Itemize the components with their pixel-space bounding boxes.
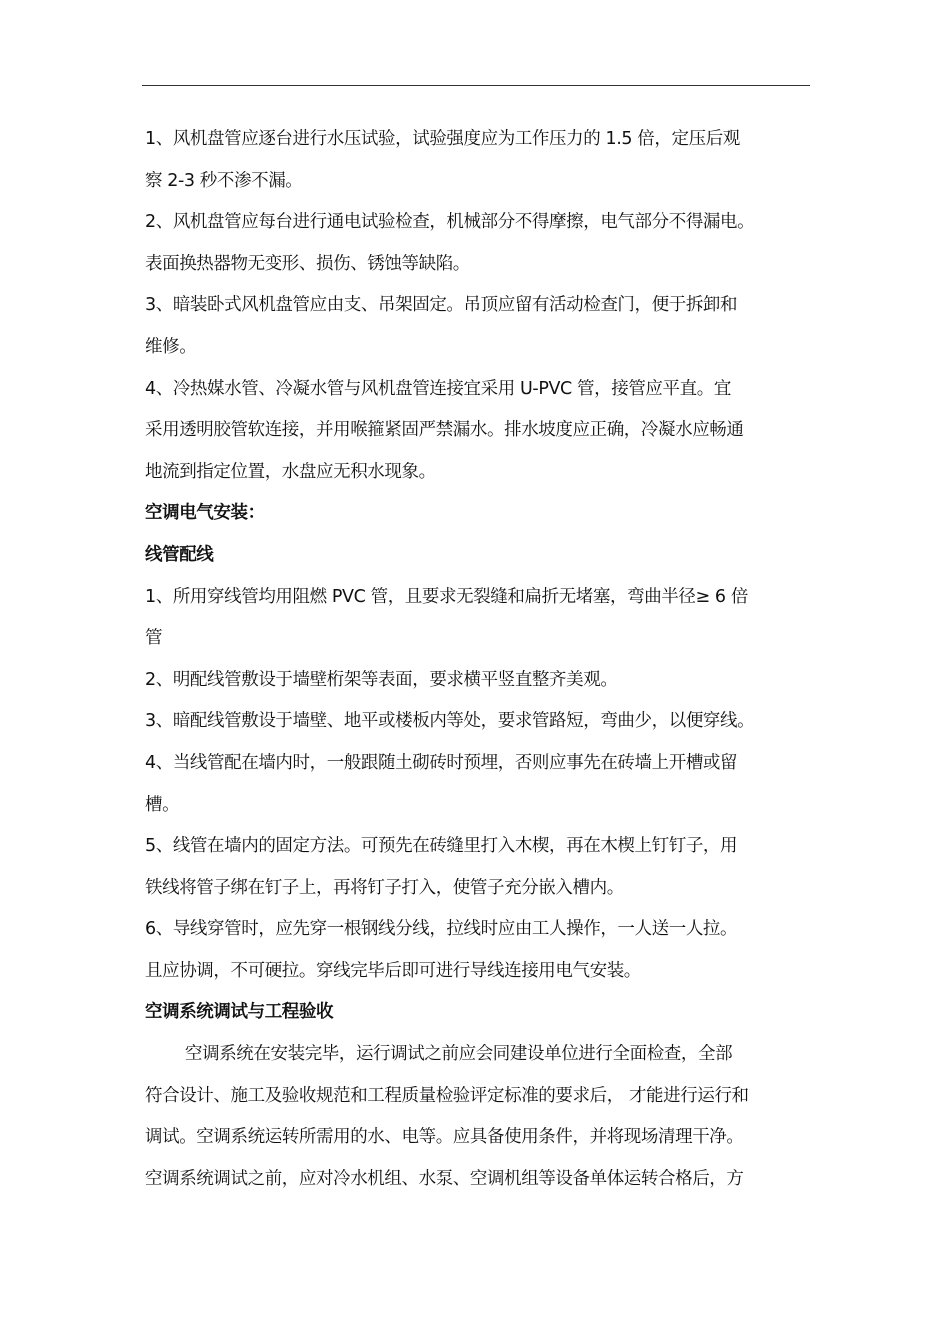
- text-line: 铁线将管子绑在钉子上，再将钉子打入，使管子充分嵌入槽内。: [145, 877, 624, 898]
- text-line: 空调系统调试之前，应对冷水机组、水泵、空调机组等设备单体运转合格后，方: [145, 1168, 744, 1189]
- text-line: 2、风机盘管应每台进行通电试验检查，机械部分不得摩擦，电气部分不得漏电。: [145, 212, 755, 233]
- text-line: 地流到指定位置，水盘应无积水现象。: [145, 461, 436, 482]
- header-divider: [142, 85, 810, 86]
- text-line: 空调系统在安装完毕，运行调试之前应会同建设单位进行全面检查，全部: [185, 1044, 733, 1065]
- text-line: 符合设计、施工及验收规范和工程质量检验评定标准的要求后， 才能进行运行和: [145, 1085, 749, 1106]
- text-line: 3、暗配线管敷设于墙壁、地平或楼板内等处，要求管路短，弯曲少，以便穿线。: [145, 711, 755, 732]
- text-line: 1、所用穿线管均用阻燃 PVC 管，且要求无裂缝和扁折无堵塞，弯曲半径≥ 6 倍: [145, 586, 748, 607]
- text-line: 4、当线管配在墙内时，一般跟随土砌砖时预埋，否则应事先在砖墙上开槽或留: [145, 752, 738, 773]
- text-line: 3、暗装卧式风机盘管应由支、吊架固定。吊顶应留有活动检查门，便于拆卸和: [145, 295, 738, 316]
- section-heading: 空调系统调试与工程验收: [145, 1002, 334, 1023]
- text-line: 2、明配线管敷设于墙壁桁架等表面，要求横平竖直整齐美观。: [145, 669, 618, 690]
- text-line: 采用透明胶管软连接，并用喉箍紧固严禁漏水。排水坡度应正确，冷凝水应畅通: [145, 420, 744, 441]
- text-line: 且应协调，不可硬拉。穿线完毕后即可进行导线连接用电气安装。: [145, 960, 641, 981]
- text-line: 管: [145, 628, 163, 649]
- text-line: 察 2-3 秒不渗不漏。: [145, 170, 303, 191]
- text-line: 1、风机盘管应逐台进行水压试验，试验强度应为工作压力的 1.5 倍，定压后观: [145, 129, 740, 149]
- text-line: 4、冷热媒水管、冷凝水管与风机盘管连接宜采用 U-PVC 管，接管应平直。宜: [145, 378, 731, 399]
- text-line: 槽。: [145, 794, 180, 815]
- text-line: 调试。空调系统运转所需用的水、电等。应具备使用条件，并将现场清理干净。: [145, 1127, 744, 1148]
- text-line: 表面换热器物无变形、损伤、锈蚀等缺陷。: [145, 253, 470, 274]
- section-heading: 线管配线: [145, 544, 214, 565]
- text-line: 6、导线穿管时，应先穿一根钢线分线，拉线时应由工人操作，一人送一人拉。: [145, 919, 738, 940]
- section-heading: 空调电气安装：: [145, 503, 265, 524]
- text-line: 维修。: [145, 336, 197, 357]
- document-body: [145, 119, 813, 1200]
- text-line: 5、线管在墙内的固定方法。可预先在砖缝里打入木楔，再在木楔上钉钉子，用: [145, 836, 738, 857]
